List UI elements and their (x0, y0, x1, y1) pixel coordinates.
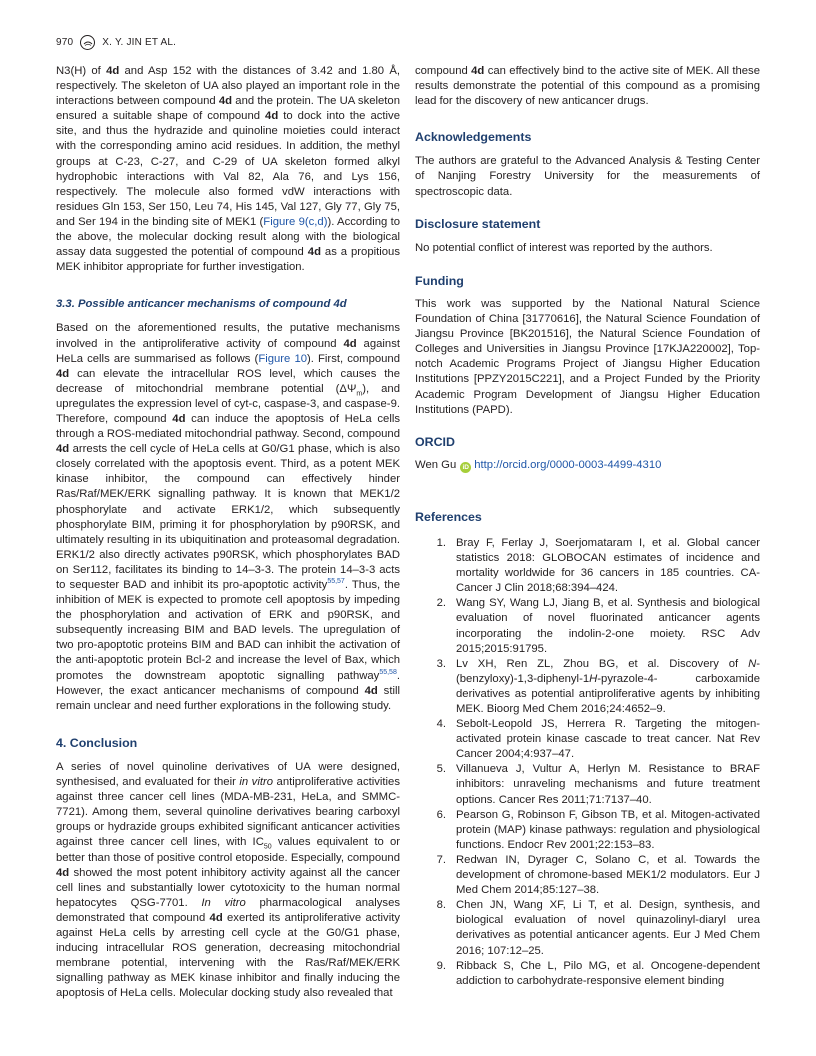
orcid-icon: iD (460, 462, 471, 473)
reference-item: 5. Villanueva J, Vultur A, Herlyn M. Resistance to BRAF inhibitors: unraveling mechanisms and future treatment options. Cancer Res 2011;71:7137–40. (436, 763, 760, 806)
reference-list (415, 536, 760, 989)
page-number: 970 (56, 37, 74, 48)
section-heading-disclosure: Disclosure statement (415, 216, 541, 231)
section-heading-conclusion: 4. Conclusion (56, 735, 138, 750)
paragraph-conclusion-end: compound 4d can effectively bind to the active site of MEK. All these results demonstrate the potential of this compound as a promising lead for the discovery of new anticancer drugs. (415, 65, 760, 108)
paragraph-docking: N3(H) of 4d and Asp 152 with the distances of 3.42 and 1.80 Å, respectively. The skeleton of UA also played an important role in the interactions between compound 4d and the protein. The UA skeleton ensured a suitable shape of compound 4d to dock into the active site, and thus the hydrazide and quinoline moieties could interact with the corresponding amino acid residues. In addition, the methyl groups at C-23, C-27, and C-29 of UA skeleton formed alkyl hydrophobic interactions with Val 82, Ala 76, and Lys 156, respectively. The molecule also formed vdW interactions with residues Gln 153, Ser 150, Leu 74, His 145, Val 127, Gly 77, Gly 75, and Ser 194 in the binding site of MEK1 (Figure 9(c,d)). According to the above, the molecular docking result along with the biological assay data suggested the potential of compound 4d as a propitious MEK inhibitor appropriate for further investigation. (56, 65, 400, 274)
running-head: X. Y. JIN ET AL. (102, 37, 177, 48)
figure-link[interactable]: Figure 10 (258, 352, 308, 365)
reference-item: 7. Redwan IN, Dyrager C, Solano C, et al. Towards the development of chromone-based MEK1/2 modulators. Eur J Med Chem 2014;85:127–38. (436, 853, 760, 897)
reference-item: 1. Bray F, Ferlay J, Soerjomataram I, et al. Global cancer statistics 2018: GLOBOCAN estimates of incidence and mortality worldwide for 36 cancers in 185 countries. CA-Cancer J Clin 2018;68:394–424. (436, 536, 760, 595)
paragraph-mechanisms: Based on the aforementioned results, the putative mechanisms involved in the antiproliferative activity of compound 4d against HeLa cells are summarised as follows (Figure 10). First, compound 4d can elevate the intracellular ROS level, which causes the decrease of mitochondrial membrane potential $(\Delta\Psi_m)$, and upregulates the expression level of cyt-c, caspase-3, and caspase-9. Therefore, compound 4d can induce the apoptosis of HeLa cells through a ROS-mediated mitochondrial pathway. Second, compound 4d arrests the cell cycle of HeLa cells at G0/G1 phase, which is also closely correlated with the apoptosis event. Third, as a potent MEK kinase inhibitor, the compound can effectively hinder Ras/Raf/MEK/ERK signalling pathway. It is known that MEK1/2 phosphorylate and activate ERK1/2, which subsequently phosphorylate BIM, priming it for phosphorylation by p90RSK, and ultimately resulting in its ubiquitination and proteasomal degradation. ERK1/2 also directly activates p90RSK, which phosphorylates BAD on Ser112, facilitates its binding to 14–3-3. The protein 14–3-3 acts to sequester BAD and inhibit its pro-apoptotic activity$^{55,57}$. Thus, the inhibition of MEK is expected to promote cell apoptosis by impeding the phosphorylation and activation of ERK and p90RSK, and subsequently increasing BIM and BAD levels. The upregulation of two pro-apoptotic proteins BIM and BAD can inhibit the activation of the anti-apoptotic protein Bcl-2 and increase the level of Bax, which promotes the downstream apoptotic signalling pathway$^{55,58}$. However, the exact anticancer mechanisms of compound 4d still remain unclear and need further explorations in the following study. (56, 322, 400, 712)
section-heading-3-3: 3.3. Possible anticancer mechanisms of compound 4d (56, 298, 347, 311)
disclosure-text: No potential conflict of interest was reported by the authors. (415, 241, 713, 254)
right-column (415, 64, 760, 989)
section-heading-acknowledgements: Acknowledgements (415, 130, 532, 145)
citation-link[interactable]: 55,57 (327, 578, 345, 586)
reference-item: 4. Sebolt-Leopold JS, Herrera R. Targeting the mitogen-activated protein kinase cascade to treat cancer. Nat Rev Cancer 2004;4:937–47. (436, 718, 760, 761)
publisher-logo-icon (80, 35, 95, 50)
section-heading-references: References (415, 509, 482, 524)
reference-item: 3. Lv XH, Ren ZL, Zhou BG, et al. Discovery of N-(benzyloxy)-1,3-diphenyl-1H-pyrazole-4- carboxamide derivatives as potential antiproliferative agents by inhibiting MEK. Bioorg Med Chem 2016;24:4652–9. (436, 657, 760, 715)
orcid-line (415, 458, 760, 473)
acknowledgements-text: The authors are grateful to the Advanced Analysis & Testing Center of Nanjing Forestry University for the measurements of spectroscopic data. (415, 155, 760, 198)
figure-link[interactable]: Figure 9(c,d) (263, 215, 328, 228)
orcid-link[interactable]: http://orcid.org/0000-0003-4499-4310 (474, 458, 662, 471)
section-heading-orcid: ORCID (415, 434, 455, 449)
reference-item: 9. Ribback S, Che L, Pilo MG, et al. Oncogene-dependent addiction to carbohydrate-responsive element binding (436, 959, 760, 987)
reference-item: 2. Wang SY, Wang LJ, Jiang B, et al. Synthesis and biological evaluation of novel fluorinated anticancer agents incorporating the indolin-2-one moiety. RSC Adv 2015;2015:91795. (436, 597, 760, 655)
running-header (56, 35, 176, 50)
paragraph-conclusion: A series of novel quinoline derivatives of UA were designed, synthesised, and evaluated for their in vitro antiproliferative activities against three cancer cell lines (MDA-MB-231, HeLa, and SMMC-7721). Among them, several quinoline derivatives bearing carboxyl groups or hydrazide groups exhibited significant anticancer activities against three cancer cell lines, with $IC_{50}$ values equivalent to or better than those of positive control etoposide. Especially, compound 4d showed the most potent inhibitory activity against all the cancer cell lines and substantially lower cytotoxicity to the human normal hepatocytes QSG-7701. In vitro pharmacological analyses demonstrated that compound 4d exerted its antiproliferative activity against HeLa cells by arresting cell cycle at the G0/G1 phase, inducing intracellular ROS generation, decreasing mitochondrial membrane potential, intervening with the Ras/Raf/MEK/ERK signalling pathway as MEK kinase inhibitor and finally inducing the apoptosis of HeLa cells. Molecular docking study also revealed that (56, 760, 401, 1000)
reference-item: 6. Pearson G, Robinson F, Gibson TB, et al. Mitogen-activated protein (MAP) kinase pathways: regulation and physiological functions. Endocr Rev 2001;22:153–83. (436, 808, 760, 851)
reference-item: 8. Chen JN, Wang XF, Li T, et al. Design, synthesis, and biological evaluation of novel quinazolinyl-diaryl urea derivatives as potential anticancer agents. Eur J Med Chem 2016; 107:12–25. (436, 899, 760, 957)
citation-link[interactable]: 55,58 (379, 668, 397, 676)
orcid-author-name: Wen Gu (415, 458, 457, 471)
funding-text: This work was supported by the National Natural Science Foundation of China [31770616], the Natural Science Foundation of Jiangsu Province [BK201516], the Natural Science Foundation of Colleges and Universities in Jiangsu Province [17KJA220002], Top-notch Academic Programs Project of Jiangsu Higher Education Institutions [PPZY2015C221], and a Project Funded by the Priority Academic Program Development of Jiangsu Higher Education Institutions (PAPD). (415, 297, 760, 416)
left-column (56, 64, 400, 1001)
section-heading-funding: Funding (415, 273, 464, 288)
